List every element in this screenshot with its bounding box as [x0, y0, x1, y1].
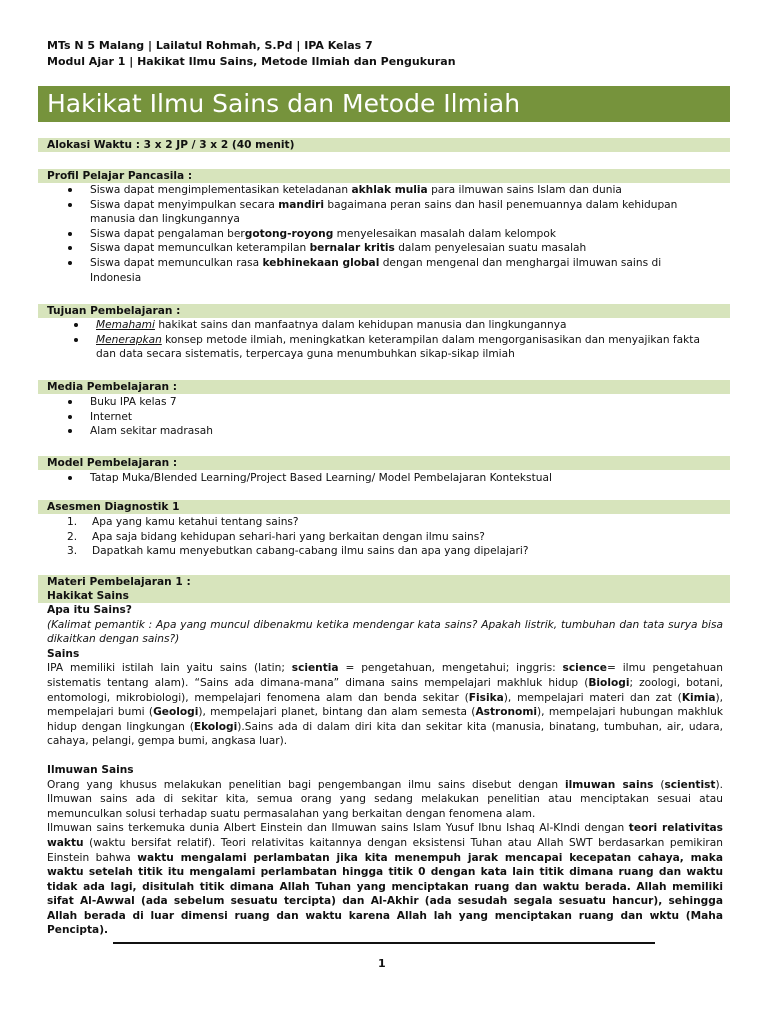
question-heading: Apa itu Sains?	[47, 604, 132, 616]
materi-heading: Materi Pembelajaran 1 :	[38, 575, 730, 589]
list-item: Buku IPA kelas 7	[65, 395, 705, 410]
list-item: Memahami hakikat sains dan manfaatnya dalam kehidupan manusia dan lingkungannya	[71, 318, 711, 333]
list-item: Internet	[65, 410, 705, 425]
alokasi-waktu-bar: Alokasi Waktu : 3 x 2 JP / 3 x 2 (40 menit)	[38, 138, 730, 152]
page-number: 1	[378, 957, 386, 970]
media-heading: Media Pembelajaran :	[38, 380, 730, 394]
model-list	[65, 471, 705, 486]
list-item: Alam sekitar madrasah	[65, 424, 705, 439]
document-header	[47, 38, 456, 69]
footer-divider	[113, 942, 655, 944]
tujuan-heading: Tujuan Pembelajaran :	[38, 304, 730, 318]
profil-heading: Profil Pelajar Pancasila :	[38, 169, 730, 183]
ilmuwan-paragraph: Orang yang khusus melakukan penelitian bagi pengembangan ilmu sains disebut dengan ilmuwan sains (scientist). Ilmuwan sains ada di sekitar kita, semua orang yang sedang melakukan penelitian atau menciptakan sesuai atau memunculkan solusi terhadap suatu permasalahan yang berkaitan dengan fenomena alam.	[47, 778, 723, 820]
list-item: Siswa dapat menyimpulkan secara mandiri bagaimana peran sains dan hasil penemuannya dalam kehidupan manusia dan lingkungannya	[65, 198, 705, 227]
page-title: Hakikat Ilmu Sains dan Metode Ilmiah	[38, 86, 730, 122]
asesmen-heading: Asesmen Diagnostik 1	[38, 500, 730, 514]
media-list	[65, 395, 705, 439]
list-item: Siswa dapat memunculkan rasa kebhinekaan global dengan mengenal dan menghargai ilmuwan sains di Indonesia	[65, 256, 705, 285]
profil-list	[65, 183, 705, 285]
list-item: Tatap Muka/Blended Learning/Project Based Learning/ Model Pembelajaran Kontekstual	[65, 471, 705, 486]
ilmuwan-label: Ilmuwan Sains	[47, 763, 134, 776]
header-line-2: Modul Ajar 1 | Hakikat Ilmu Sains, Metode Ilmiah dan Pengukuran	[47, 54, 456, 68]
model-heading: Model Pembelajaran :	[38, 456, 730, 470]
list-item: 3. Dapatkah kamu menyebutkan cabang-cabang ilmu sains dan apa yang dipelajari?	[67, 545, 529, 558]
asesmen-list	[67, 515, 707, 559]
list-item: Siswa dapat memunculkan keterampilan bernalar kritis dalam penyelesaian suatu masalah	[65, 241, 705, 256]
list-item: Siswa dapat mengimplementasikan keteladanan akhlak mulia para ilmuwan sains Islam dan dunia	[65, 183, 705, 198]
sains-label: Sains	[47, 647, 80, 660]
tujuan-list	[71, 318, 711, 362]
list-item: 1. Apa yang kamu ketahui tentang sains?	[67, 516, 299, 528]
relativitas-paragraph: Ilmuwan sains terkemuka dunia Albert Einstein dan Ilmuwan sains Islam Yusuf Ibnu Ishaq Al-KIndi dengan teori relativitas waktu (waktu bersifat relatif). Teori relativitas kaitannya dengan eksistensi Tuhan atau Allah SWT berdasarkan pemikiran Einstein bahwa waktu mengalami perlambatan jika kita menempuh jarak mencapai kecepatan cahaya, maka waktu setelah titik itu mengalami perlambatan hingga titik 0 dengan kata lain titik dimana ruang dan waktu tidak ada lagi, disitulah titik dimana Allah Tuhan yang menciptakan ruang dan waktu berada. Allah memiliki sifat Al-Awwal (ada sebelum sesuatu tercipta) dan Al-Akhir (ada sesudah segala sesuatu hancur), sehingga Allah berada di luar dimensi ruang dan waktu karena Allah lah yang menciptakan ruang dan wktu (Maha Pencipta).	[47, 822, 723, 937]
materi-body	[47, 603, 723, 938]
materi-subheading: Hakikat Sains	[38, 589, 730, 603]
list-item: 2. Apa saja bidang kehidupan sehari-hari yang berkaitan dengan ilmu sains?	[67, 530, 485, 543]
list-item: Menerapkan konsep metode ilmiah, meningkatkan keterampilan dalam mengorganisasikan dan menyajikan fakta dan data secara sistematis, terpercaya guna menumbuhkan sikap-sikap ilmiah	[71, 333, 711, 362]
kalimat-pemantik: (Kalimat pemantik : Apa yang muncul dibenakmu ketika mendengar kata sains? Apakah listrik, tumbuhan dan tata surya bisa dikaitkan dengan sains?)	[47, 618, 723, 646]
header-line-1: MTs N 5 Malang | Lailatul Rohmah, S.Pd | IPA Kelas 7	[47, 39, 373, 52]
list-item: Siswa dapat pengalaman bergotong-royong menyelesaikan masalah dalam kelompok	[65, 227, 705, 242]
sains-paragraph: IPA memiliki istilah lain yaitu sains (latin; scientia = pengetahuan, mengetahui; inggris: science= ilmu pengetahuan sistematis tentang alam). “Sains ada dimana-mana” dimana sains mempelajari makhluk hidup (Biologi; zoologi, botani, entomologi, mikrobiologi), mempelajari fenomena alam dan benda sekitar (Fisika), mempelajari materi dan zat (Kimia), mempelajari bumi (Geologi), mempelajari planet, bintang dan alam semesta (Astronomi), mempelajari hubungan makhluk hidup dengan lingkungan (Ekologi).Sains ada di dalam diri kita dan sekitar kita (manusia, binatang, tumbuhan, air, udara, cahaya, pelangi, gempa bumi, angkasa luar).	[47, 662, 724, 748]
